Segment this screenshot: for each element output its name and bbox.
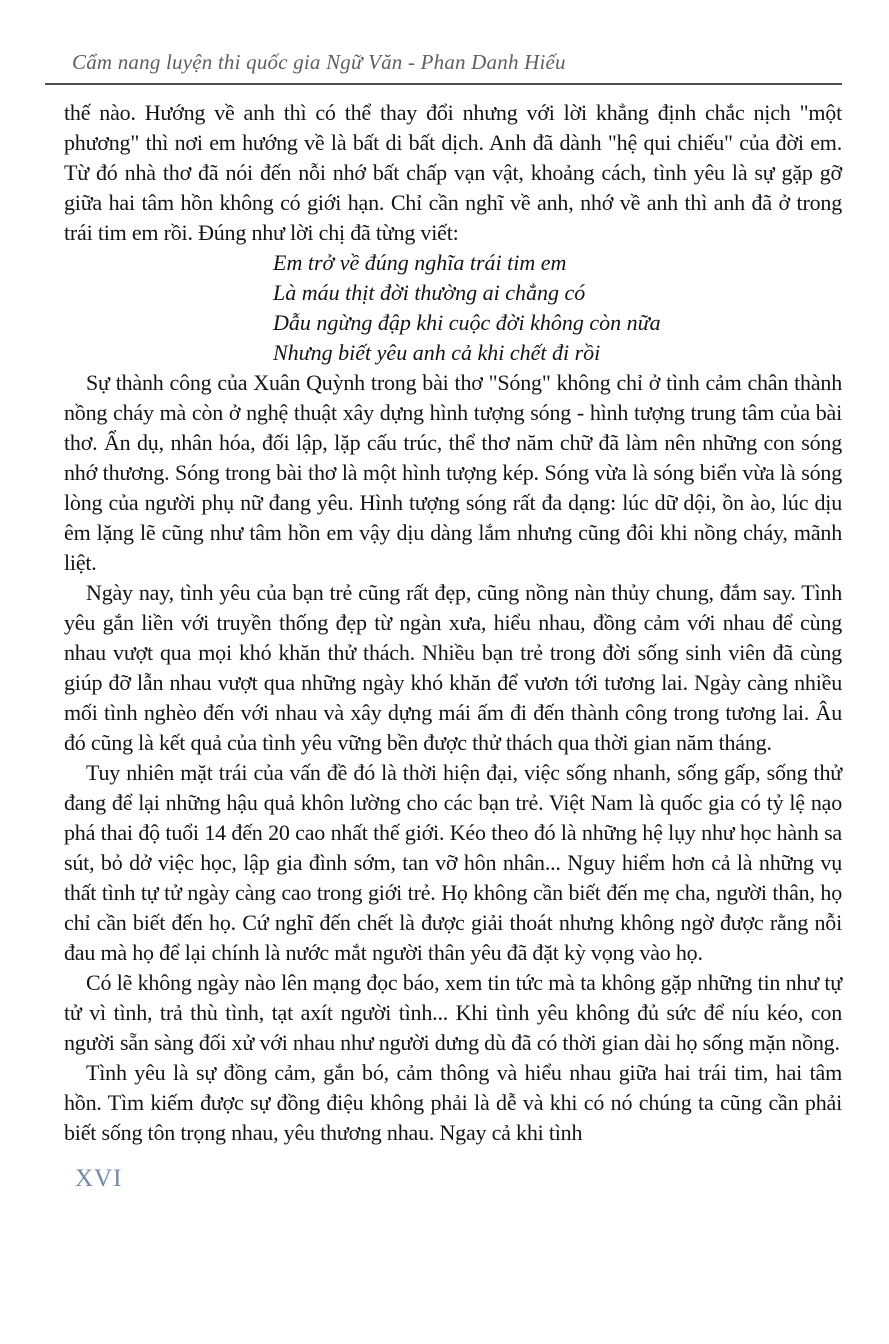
paragraph-continuation: thế nào. Hướng về anh thì có thể thay đổi nhưng với lời khẳng định chắc nịch "một phương" thì nơi em hướng về là bất di bất dịch. Anh đã dành "hệ qui chiếu" của đời em. Từ đó nhà thơ đã nói đến nỗi nhớ bất chấp vạn vật, khoảng cách, tình yêu là sự gặp gỡ giữa hai tâm hồn không có giới hạn. Chỉ cần nghĩ về anh, nhớ về anh thì anh đã ở trong trái tim em rồi. Đúng như lời chị đã từng viết: (64, 100, 842, 245)
page-body (64, 98, 842, 1148)
page-footer (64, 1164, 843, 1194)
paragraph: Tuy nhiên mặt trái của vấn đề đó là thời hiện đại, việc sống nhanh, sống gấp, sống thử đang để lại những hậu quả khôn lường cho các bạn trẻ. Việt Nam là quốc gia có tỷ lệ nạo phá thai độ tuổi 14 đến 20 cao nhất thế giới. Kéo theo đó là những hệ lụy như học hành sa sút, bỏ dở việc học, lập gia đình sớm, tan vỡ hôn nhân... Nguy hiểm hơn cả là những vụ thất tình tự tử ngày càng cao trong giới trẻ. Họ không cần biết đến mẹ cha, người thân, họ chỉ cần biết đến họ. Cứ nghĩ đến chết là được giải thoát nhưng không ngờ được rằng nỗi đau mà họ để lại chính là nước mắt người thân yêu đã đặt kỳ vọng vào họ. (64, 760, 842, 965)
poem-line: Em trở về đúng nghĩa trái tim em (273, 250, 567, 275)
poem-line: Dẫu ngừng đập khi cuộc đời không còn nữa (273, 310, 661, 335)
paragraph: Sự thành công của Xuân Quỳnh trong bài thơ "Sóng" không chỉ ở tình cảm chân thành nồng cháy mà còn ở nghệ thuật xây dựng hình tượng sóng - hình tượng trung tâm của bài thơ. Ẩn dụ, nhân hóa, đối lập, lặp cấu trúc, thể thơ năm chữ đã làm nên những con sóng nhớ thương. Sóng trong bài thơ là một hình tượng kép. Sóng vừa là sóng biển vừa là sóng lòng của người phụ nữ đang yêu. Hình tượng sóng rất đa dạng: lúc dữ dội, ồn ào, lúc dịu êm lặng lẽ cũng như tâm hồn em vậy dịu dàng lắm nhưng cũng đôi khi nồng cháy, mãnh liệt. (64, 370, 842, 575)
page-header (45, 50, 842, 85)
paragraph: Tình yêu là sự đồng cảm, gắn bó, cảm thông và hiểu nhau giữa hai trái tim, hai tâm hồn. Tìm kiếm được sự đồng điệu không phải là dễ và khi có nó chúng ta cũng cần phải biết sống tôn trọng nhau, yêu thương nhau. Ngay cả khi tình (64, 1060, 842, 1145)
poem-line: Nhưng biết yêu anh cả khi chết đi rồi (273, 340, 601, 365)
poem-line: Là máu thịt đời thường ai chẳng có (273, 280, 586, 305)
running-head-title: Cẩm nang luyện thi quốc gia Ngữ Văn - Phan Danh Hiếu (72, 50, 566, 74)
poem-quote-block (273, 248, 842, 368)
page-number: XVI (75, 1165, 123, 1192)
paragraph: Ngày nay, tình yêu của bạn trẻ cũng rất đẹp, cũng nồng nàn thủy chung, đắm say. Tình yêu gắn liền với truyền thống đẹp từ ngàn xưa, hiểu nhau, đồng cảm với nhau để cùng nhau vượt qua mọi khó khăn thử thách. Nhiều bạn trẻ trong đời sống sinh viên đã cùng giúp đỡ lẫn nhau vượt qua những ngày khó khăn để vươn tới tương lai. Ngày càng nhiều mối tình nghèo đến với nhau và xây dựng mái ấm đi đến thành công trong tương lai. Âu đó cũng là kết quả của tình yêu vững bền được thử thách qua thời gian năm tháng. (64, 580, 842, 755)
paragraph: Có lẽ không ngày nào lên mạng đọc báo, xem tin tức mà ta không gặp những tin như tự tử vì tình, trả thù tình, tạt axít người tình... Khi tình yêu không đủ sức để níu kéo, con người sẵn sàng đối xử với nhau như người dưng dù đã có thời gian dài họ sống mặn nồng. (64, 970, 842, 1055)
